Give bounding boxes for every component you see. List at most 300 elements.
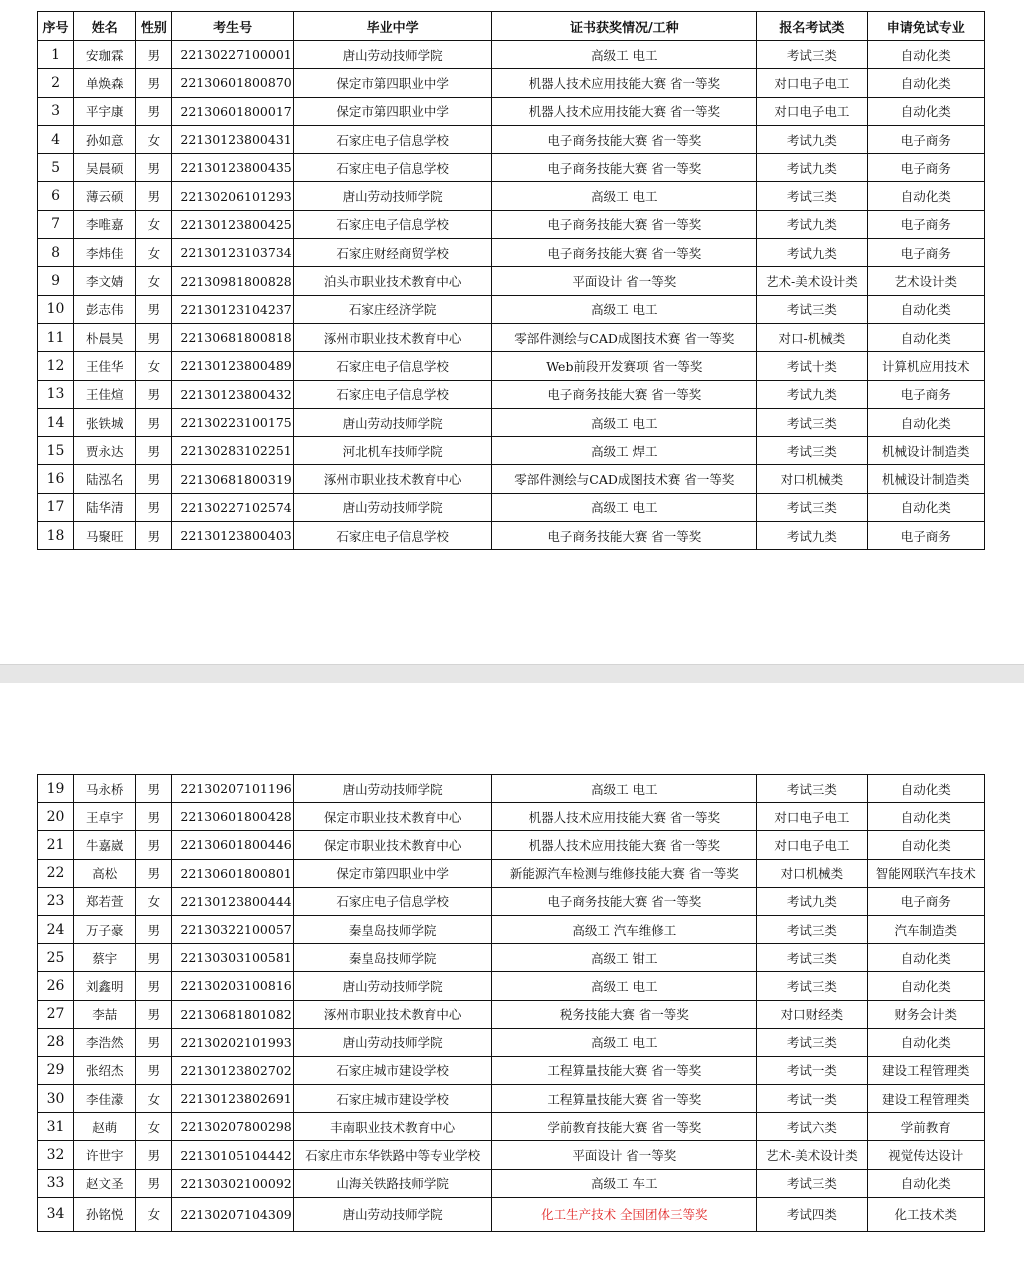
cell-exam-no: 22130601800870 [172, 69, 293, 97]
cell-exam-no: 22130123800489 [172, 352, 293, 380]
cell-exam-category: 艺术-美术设计类 [757, 1141, 867, 1169]
table-row [38, 239, 985, 267]
cell-school: 唐山劳动技师学院 [293, 972, 492, 1000]
cell-exam-category: 考试三类 [757, 972, 867, 1000]
table-row [38, 1028, 985, 1056]
cell-major: 电子商务 [867, 239, 984, 267]
cell-exam-category: 考试九类 [757, 239, 867, 267]
cell-name: 李文婧 [74, 267, 136, 295]
cell-exam-category: 考试一类 [757, 1085, 867, 1113]
cell-seq: 18 [38, 522, 74, 550]
cell-gender: 男 [136, 437, 172, 465]
cell-school: 石家庄电子信息学校 [293, 352, 492, 380]
cell-major: 自动化类 [867, 97, 984, 125]
table-row [38, 380, 985, 408]
table-row [38, 803, 985, 831]
cell-certificate: 高级工 电工 [492, 408, 757, 436]
cell-gender: 男 [136, 380, 172, 408]
cell-name: 平宇康 [74, 97, 136, 125]
cell-major: 机械设计制造类 [867, 437, 984, 465]
cell-exam-no: 22130322100057 [172, 915, 293, 943]
cell-certificate: 电子商务技能大赛 省一等奖 [492, 239, 757, 267]
cell-exam-no: 22130123802702 [172, 1056, 293, 1084]
header-exam-no: 考生号 [172, 12, 293, 41]
cell-school: 保定市第四职业中学 [293, 97, 492, 125]
cell-major: 自动化类 [867, 1028, 984, 1056]
cell-certificate: 电子商务技能大赛 省一等奖 [492, 210, 757, 238]
cell-exam-no: 22130123103734 [172, 239, 293, 267]
cell-seq: 26 [38, 972, 74, 1000]
cell-certificate: 高级工 电工 [492, 182, 757, 210]
cell-name: 李浩然 [74, 1028, 136, 1056]
cell-seq: 9 [38, 267, 74, 295]
cell-exam-no: 22130202101993 [172, 1028, 293, 1056]
table-row [38, 1000, 985, 1028]
cell-major: 自动化类 [867, 972, 984, 1000]
cell-exam-category: 对口机械类 [757, 859, 867, 887]
cell-seq: 21 [38, 831, 74, 859]
cell-name: 刘鑫明 [74, 972, 136, 1000]
cell-seq: 2 [38, 69, 74, 97]
cell-gender: 女 [136, 1197, 172, 1231]
cell-school: 秦皇岛技师学院 [293, 915, 492, 943]
header-certificate: 证书获奖情况/工种 [492, 12, 757, 41]
cell-school: 唐山劳动技师学院 [293, 1028, 492, 1056]
cell-exam-category: 对口-机械类 [757, 323, 867, 351]
table-row [38, 267, 985, 295]
cell-certificate: 工程算量技能大赛 省一等奖 [492, 1056, 757, 1084]
cell-name: 彭志伟 [74, 295, 136, 323]
cell-school: 保定市职业技术教育中心 [293, 831, 492, 859]
cell-name: 牛嘉崴 [74, 831, 136, 859]
cell-exam-category: 考试九类 [757, 380, 867, 408]
cell-exam-no: 22130207104309 [172, 1197, 293, 1231]
cell-exam-no: 22130681800818 [172, 323, 293, 351]
cell-school: 唐山劳动技师学院 [293, 182, 492, 210]
cell-major: 计算机应用技术 [867, 352, 984, 380]
cell-exam-no: 22130123802691 [172, 1085, 293, 1113]
cell-school: 泊头市职业技术教育中心 [293, 267, 492, 295]
cell-exam-category: 对口电子电工 [757, 97, 867, 125]
cell-certificate: 电子商务技能大赛 省一等奖 [492, 887, 757, 915]
cell-seq: 29 [38, 1056, 74, 1084]
cell-gender: 男 [136, 408, 172, 436]
cell-seq: 4 [38, 125, 74, 153]
cell-major: 自动化类 [867, 182, 984, 210]
table-row [38, 831, 985, 859]
cell-exam-category: 考试三类 [757, 437, 867, 465]
cell-name: 王佳华 [74, 352, 136, 380]
header-name: 姓名 [74, 12, 136, 41]
cell-major: 电子商务 [867, 125, 984, 153]
cell-certificate: 高级工 焊工 [492, 437, 757, 465]
cell-certificate: 平面设计 省一等奖 [492, 1141, 757, 1169]
cell-gender: 男 [136, 1141, 172, 1169]
cell-exam-category: 考试九类 [757, 154, 867, 182]
header-gender: 性别 [136, 12, 172, 41]
cell-seq: 5 [38, 154, 74, 182]
cell-exam-no: 22130223100175 [172, 408, 293, 436]
cell-exam-no: 22130123800403 [172, 522, 293, 550]
cell-gender: 女 [136, 267, 172, 295]
cell-school: 河北机车技师学院 [293, 437, 492, 465]
cell-certificate: 化工生产技术 全国团体三等奖 [492, 1197, 757, 1231]
cell-certificate: 工程算量技能大赛 省一等奖 [492, 1085, 757, 1113]
cell-school: 保定市职业技术教育中心 [293, 803, 492, 831]
cell-major: 建设工程管理类 [867, 1056, 984, 1084]
cell-gender: 女 [136, 352, 172, 380]
cell-exam-no: 22130105104442 [172, 1141, 293, 1169]
cell-exam-category: 对口电子电工 [757, 803, 867, 831]
table-row [38, 915, 985, 943]
cell-exam-no: 22130981800828 [172, 267, 293, 295]
cell-certificate: 电子商务技能大赛 省一等奖 [492, 125, 757, 153]
cell-certificate: 零部件测绘与CAD成图技术赛 省一等奖 [492, 465, 757, 493]
cell-seq: 17 [38, 493, 74, 521]
cell-exam-no: 22130206101293 [172, 182, 293, 210]
cell-seq: 34 [38, 1197, 74, 1231]
cell-gender: 男 [136, 859, 172, 887]
cell-name: 安珈霖 [74, 41, 136, 69]
cell-exam-no: 22130303100581 [172, 944, 293, 972]
cell-exam-no: 22130283102251 [172, 437, 293, 465]
header-row [38, 12, 985, 41]
roster-table-page-2 [37, 774, 985, 1232]
cell-gender: 男 [136, 182, 172, 210]
cell-name: 陆华清 [74, 493, 136, 521]
cell-seq: 8 [38, 239, 74, 267]
cell-major: 艺术设计类 [867, 267, 984, 295]
cell-seq: 31 [38, 1113, 74, 1141]
table-row [38, 1113, 985, 1141]
cell-name: 孙铭悦 [74, 1197, 136, 1231]
cell-name: 赵萌 [74, 1113, 136, 1141]
cell-exam-no: 22130123800425 [172, 210, 293, 238]
cell-gender: 男 [136, 323, 172, 351]
cell-exam-category: 考试六类 [757, 1113, 867, 1141]
cell-school: 唐山劳动技师学院 [293, 493, 492, 521]
cell-exam-category: 艺术-美术设计类 [757, 267, 867, 295]
cell-name: 单焕森 [74, 69, 136, 97]
cell-seq: 33 [38, 1169, 74, 1197]
cell-major: 自动化类 [867, 944, 984, 972]
table-row [38, 1085, 985, 1113]
cell-exam-no: 22130207800298 [172, 1113, 293, 1141]
cell-certificate: 高级工 电工 [492, 295, 757, 323]
cell-seq: 13 [38, 380, 74, 408]
cell-major: 电子商务 [867, 210, 984, 238]
table-row [38, 944, 985, 972]
cell-certificate: 机器人技术应用技能大赛 省一等奖 [492, 803, 757, 831]
cell-major: 电子商务 [867, 154, 984, 182]
cell-seq: 23 [38, 887, 74, 915]
cell-exam-category: 考试九类 [757, 125, 867, 153]
cell-certificate: 高级工 电工 [492, 775, 757, 803]
cell-major: 自动化类 [867, 775, 984, 803]
cell-name: 张绍杰 [74, 1056, 136, 1084]
cell-school: 唐山劳动技师学院 [293, 41, 492, 69]
cell-major: 财务会计类 [867, 1000, 984, 1028]
cell-seq: 19 [38, 775, 74, 803]
cell-school: 石家庄经济学院 [293, 295, 492, 323]
cell-school: 石家庄电子信息学校 [293, 522, 492, 550]
table-row [38, 493, 985, 521]
cell-exam-category: 对口财经类 [757, 1000, 867, 1028]
cell-name: 张铁城 [74, 408, 136, 436]
cell-name: 孙如意 [74, 125, 136, 153]
cell-exam-no: 22130681800319 [172, 465, 293, 493]
cell-name: 贾永达 [74, 437, 136, 465]
header-seq: 序号 [38, 12, 74, 41]
cell-name: 蔡宇 [74, 944, 136, 972]
table-row [38, 1169, 985, 1197]
cell-school: 石家庄城市建设学校 [293, 1056, 492, 1084]
page-2 [0, 683, 1024, 1283]
cell-school: 涿州市职业技术教育中心 [293, 1000, 492, 1028]
cell-school: 石家庄电子信息学校 [293, 125, 492, 153]
table-row [38, 125, 985, 153]
cell-certificate: 学前教育技能大赛 省一等奖 [492, 1113, 757, 1141]
cell-certificate: 新能源汽车检测与维修技能大赛 省一等奖 [492, 859, 757, 887]
cell-gender: 男 [136, 944, 172, 972]
cell-name: 王卓宇 [74, 803, 136, 831]
table-body-page-1 [38, 41, 985, 550]
cell-major: 电子商务 [867, 522, 984, 550]
cell-major: 电子商务 [867, 380, 984, 408]
cell-gender: 男 [136, 69, 172, 97]
cell-certificate: 机器人技术应用技能大赛 省一等奖 [492, 69, 757, 97]
cell-school: 涿州市职业技术教育中心 [293, 323, 492, 351]
cell-major: 智能网联汽车技术 [867, 859, 984, 887]
table-row [38, 437, 985, 465]
table-row [38, 887, 985, 915]
cell-exam-category: 考试九类 [757, 522, 867, 550]
cell-exam-no: 22130123104237 [172, 295, 293, 323]
table-row [38, 522, 985, 550]
cell-exam-category: 考试三类 [757, 915, 867, 943]
cell-exam-no: 22130207101196 [172, 775, 293, 803]
cell-exam-no: 22130227102574 [172, 493, 293, 521]
cell-seq: 10 [38, 295, 74, 323]
table-row [38, 154, 985, 182]
cell-certificate: 电子商务技能大赛 省一等奖 [492, 154, 757, 182]
cell-certificate: 高级工 电工 [492, 972, 757, 1000]
cell-school: 唐山劳动技师学院 [293, 408, 492, 436]
cell-gender: 男 [136, 1000, 172, 1028]
cell-major: 自动化类 [867, 831, 984, 859]
cell-name: 李喆 [74, 1000, 136, 1028]
cell-seq: 32 [38, 1141, 74, 1169]
cell-exam-category: 考试十类 [757, 352, 867, 380]
header-school: 毕业中学 [293, 12, 492, 41]
cell-school: 秦皇岛技师学院 [293, 944, 492, 972]
cell-major: 学前教育 [867, 1113, 984, 1141]
cell-major: 自动化类 [867, 295, 984, 323]
cell-gender: 男 [136, 915, 172, 943]
cell-gender: 男 [136, 803, 172, 831]
cell-certificate: 高级工 车工 [492, 1169, 757, 1197]
cell-exam-no: 22130601800446 [172, 831, 293, 859]
header-exam-category: 报名考试类 [757, 12, 867, 41]
cell-seq: 12 [38, 352, 74, 380]
cell-gender: 男 [136, 1056, 172, 1084]
cell-name: 郑若萱 [74, 887, 136, 915]
cell-major: 自动化类 [867, 69, 984, 97]
table-body-page-2 [38, 775, 985, 1232]
cell-seq: 24 [38, 915, 74, 943]
table-row [38, 210, 985, 238]
cell-gender: 男 [136, 831, 172, 859]
cell-exam-category: 考试三类 [757, 41, 867, 69]
cell-exam-category: 考试三类 [757, 1028, 867, 1056]
roster-table-page-1 [37, 11, 985, 550]
cell-name: 李佳濛 [74, 1085, 136, 1113]
cell-gender: 男 [136, 1169, 172, 1197]
cell-exam-category: 考试九类 [757, 210, 867, 238]
cell-major: 自动化类 [867, 408, 984, 436]
cell-certificate: 高级工 电工 [492, 493, 757, 521]
cell-gender: 男 [136, 97, 172, 125]
cell-school: 涿州市职业技术教育中心 [293, 465, 492, 493]
cell-school: 山海关铁路技师学院 [293, 1169, 492, 1197]
cell-school: 保定市第四职业中学 [293, 69, 492, 97]
cell-exam-category: 对口机械类 [757, 465, 867, 493]
cell-exam-category: 考试三类 [757, 775, 867, 803]
cell-gender: 女 [136, 1085, 172, 1113]
cell-seq: 3 [38, 97, 74, 125]
table-row [38, 97, 985, 125]
cell-seq: 27 [38, 1000, 74, 1028]
cell-major: 自动化类 [867, 41, 984, 69]
cell-major: 视觉传达设计 [867, 1141, 984, 1169]
cell-certificate: 高级工 电工 [492, 1028, 757, 1056]
cell-name: 马聚旺 [74, 522, 136, 550]
cell-gender: 男 [136, 465, 172, 493]
cell-exam-no: 22130123800431 [172, 125, 293, 153]
cell-certificate: 高级工 电工 [492, 41, 757, 69]
cell-gender: 男 [136, 775, 172, 803]
cell-gender: 男 [136, 522, 172, 550]
cell-exam-category: 考试九类 [757, 887, 867, 915]
cell-name: 陆泓名 [74, 465, 136, 493]
cell-seq: 6 [38, 182, 74, 210]
cell-seq: 25 [38, 944, 74, 972]
cell-school: 石家庄市东华铁路中等专业学校 [293, 1141, 492, 1169]
cell-gender: 女 [136, 125, 172, 153]
cell-name: 许世宇 [74, 1141, 136, 1169]
cell-seq: 30 [38, 1085, 74, 1113]
cell-seq: 20 [38, 803, 74, 831]
cell-exam-category: 考试三类 [757, 295, 867, 323]
cell-exam-category: 对口电子电工 [757, 831, 867, 859]
cell-seq: 7 [38, 210, 74, 238]
cell-school: 丰南职业技术教育中心 [293, 1113, 492, 1141]
cell-seq: 28 [38, 1028, 74, 1056]
cell-major: 化工技术类 [867, 1197, 984, 1231]
cell-exam-category: 考试三类 [757, 1169, 867, 1197]
cell-major: 自动化类 [867, 803, 984, 831]
cell-gender: 女 [136, 210, 172, 238]
cell-gender: 男 [136, 295, 172, 323]
cell-name: 薄云硕 [74, 182, 136, 210]
cell-exam-category: 考试三类 [757, 408, 867, 436]
cell-exam-no: 22130123800435 [172, 154, 293, 182]
cell-school: 保定市第四职业中学 [293, 859, 492, 887]
cell-name: 李炜佳 [74, 239, 136, 267]
cell-name: 王佳煊 [74, 380, 136, 408]
table-row [38, 1056, 985, 1084]
cell-gender: 男 [136, 154, 172, 182]
cell-exam-category: 考试三类 [757, 182, 867, 210]
cell-name: 吴晨硕 [74, 154, 136, 182]
cell-major: 自动化类 [867, 323, 984, 351]
table-row [38, 1141, 985, 1169]
cell-certificate: 高级工 汽车维修工 [492, 915, 757, 943]
cell-school: 唐山劳动技师学院 [293, 775, 492, 803]
cell-gender: 男 [136, 972, 172, 1000]
cell-seq: 22 [38, 859, 74, 887]
header-major: 申请免试专业 [867, 12, 984, 41]
cell-school: 石家庄电子信息学校 [293, 210, 492, 238]
cell-exam-no: 22130302100092 [172, 1169, 293, 1197]
cell-exam-category: 考试三类 [757, 944, 867, 972]
cell-gender: 男 [136, 1028, 172, 1056]
cell-certificate: 税务技能大赛 省一等奖 [492, 1000, 757, 1028]
cell-certificate: 电子商务技能大赛 省一等奖 [492, 522, 757, 550]
cell-school: 石家庄电子信息学校 [293, 154, 492, 182]
cell-major: 电子商务 [867, 887, 984, 915]
cell-gender: 女 [136, 887, 172, 915]
table-row [38, 182, 985, 210]
cell-gender: 女 [136, 1113, 172, 1141]
table-row [38, 859, 985, 887]
cell-name: 赵文圣 [74, 1169, 136, 1197]
cell-exam-no: 22130601800428 [172, 803, 293, 831]
table-row [38, 352, 985, 380]
cell-certificate: 零部件测绘与CAD成图技术赛 省一等奖 [492, 323, 757, 351]
table-row [38, 323, 985, 351]
cell-school: 唐山劳动技师学院 [293, 1197, 492, 1231]
cell-exam-category: 考试三类 [757, 493, 867, 521]
cell-school: 石家庄电子信息学校 [293, 887, 492, 915]
cell-name: 高松 [74, 859, 136, 887]
cell-exam-no: 22130203100816 [172, 972, 293, 1000]
cell-seq: 11 [38, 323, 74, 351]
cell-major: 自动化类 [867, 1169, 984, 1197]
table-row [38, 775, 985, 803]
table-row [38, 465, 985, 493]
cell-exam-no: 22130123800432 [172, 380, 293, 408]
cell-name: 朴晨昊 [74, 323, 136, 351]
cell-exam-no: 22130601800017 [172, 97, 293, 125]
cell-exam-category: 对口电子电工 [757, 69, 867, 97]
table-row [38, 69, 985, 97]
cell-gender: 女 [136, 239, 172, 267]
cell-major: 自动化类 [867, 493, 984, 521]
cell-seq: 16 [38, 465, 74, 493]
cell-major: 汽车制造类 [867, 915, 984, 943]
cell-exam-no: 22130227100001 [172, 41, 293, 69]
cell-school: 石家庄电子信息学校 [293, 380, 492, 408]
cell-certificate: 电子商务技能大赛 省一等奖 [492, 380, 757, 408]
cell-exam-no: 22130601800801 [172, 859, 293, 887]
cell-school: 石家庄财经商贸学校 [293, 239, 492, 267]
cell-exam-category: 考试一类 [757, 1056, 867, 1084]
cell-certificate: 机器人技术应用技能大赛 省一等奖 [492, 97, 757, 125]
table-row [38, 408, 985, 436]
cell-seq: 15 [38, 437, 74, 465]
cell-exam-no: 22130123800444 [172, 887, 293, 915]
